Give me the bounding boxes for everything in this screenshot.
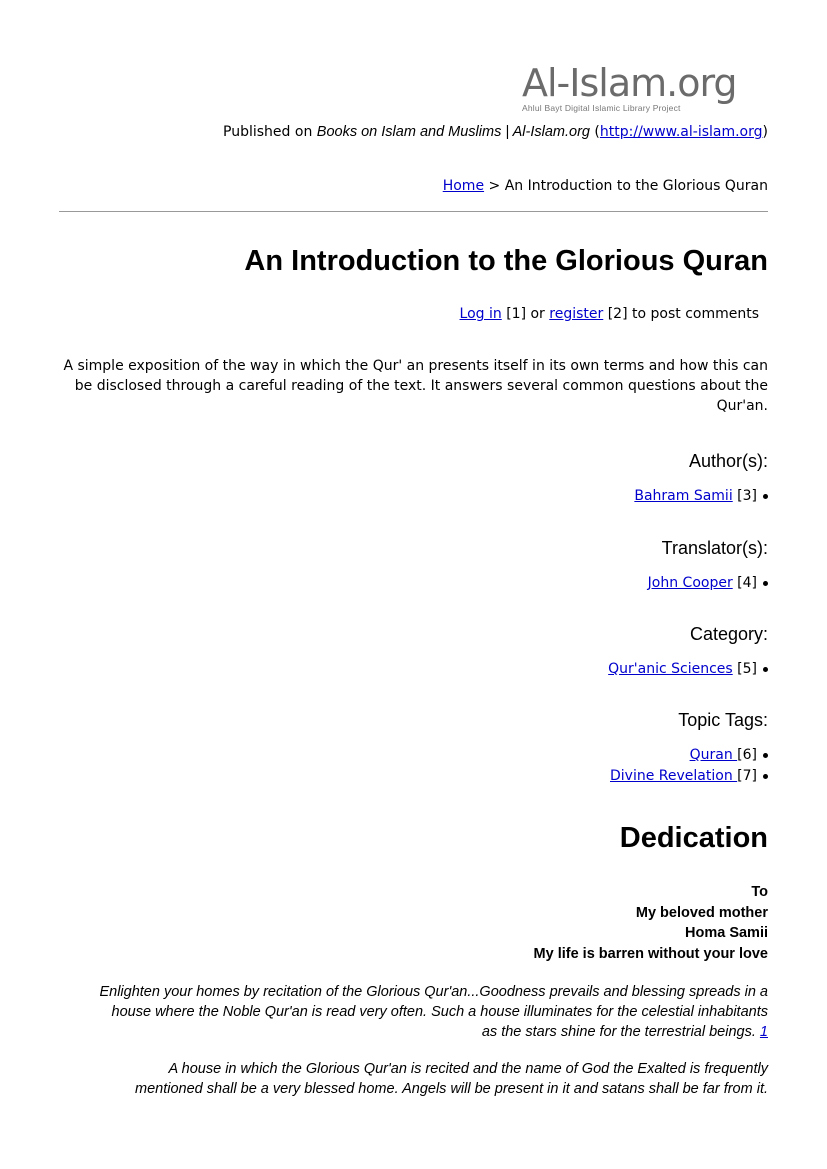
tag-quran-ref: [6] <box>737 747 757 763</box>
category-ref: [5] <box>732 661 757 677</box>
tag-divine-revelation-ref: [7] <box>737 768 757 784</box>
dedication-line: My beloved mother <box>635 904 768 921</box>
site-logo[interactable] <box>522 61 757 116</box>
quote-line-text: as the stars shine for the terrestrial beings. <box>481 1024 760 1040</box>
translators-label: Translator(s): <box>661 538 768 558</box>
quote-line: house where the Noble Qur'an is read very often. Such a house illuminates for the celestial inhabitants <box>111 1004 768 1020</box>
breadcrumb-current: An Introduction to the Glorious Quran <box>504 178 768 194</box>
breadcrumb-separator: > <box>484 178 505 194</box>
author-link[interactable]: Bahram Samii <box>634 488 733 504</box>
register-ref: [2] to post comments <box>603 306 759 322</box>
category-item <box>608 661 768 677</box>
quote-paragraph <box>60 982 768 1042</box>
bullet-icon <box>763 494 768 499</box>
footnote-link[interactable]: 1 <box>759 1024 768 1040</box>
quote-line <box>60 1022 768 1042</box>
bullet-icon <box>763 667 768 672</box>
published-url-open: ( <box>589 124 600 140</box>
login-prompt <box>460 306 759 322</box>
dedication-heading: Dedication <box>619 822 768 854</box>
tag-divine-revelation-link[interactable]: Divine Revelation <box>610 768 738 784</box>
register-link[interactable]: register <box>549 306 604 322</box>
authors-label: Author(s): <box>688 451 768 471</box>
dedication-text <box>534 882 768 964</box>
login-ref: [1] or <box>501 306 550 322</box>
translator-link[interactable]: John Cooper <box>647 575 733 591</box>
book-summary: A simple exposition of the way in which the Qur' an presents itself in its own terms and how this can be disclosed through a careful reading of the text. It answers several common questions about the Qur'an. <box>63 358 768 414</box>
logo-subtitle: Ahlul Bayt Digital Islamic Library Project <box>522 103 681 113</box>
dedication-line: Homa Samii <box>685 925 768 941</box>
published-line <box>223 124 768 140</box>
translator-ref: [4] <box>732 575 757 591</box>
quote-line: mentioned shall be a very blessed home. Angels will be present in it and satans shall be far from it. <box>135 1081 768 1097</box>
bullet-icon <box>763 774 768 779</box>
bullet-icon <box>763 581 768 586</box>
dedication-line: My life is barren without your love <box>533 945 768 962</box>
tag-item <box>610 768 768 784</box>
published-url-close: ) <box>762 124 768 140</box>
category-label: Category: <box>689 624 768 644</box>
author-ref: [3] <box>732 488 757 504</box>
quote-line: Enlighten your homes by recitation of the Glorious Qur'an...Goodness prevails and blessing spreads in a <box>99 984 768 1000</box>
login-link[interactable]: Log in <box>459 306 502 322</box>
tag-quran-link[interactable]: Quran <box>689 747 738 763</box>
published-site: Books on Islam and Muslims | Al-Islam.org <box>316 124 590 140</box>
tag-item <box>690 747 768 763</box>
published-prefix: Published on <box>223 124 317 140</box>
header-divider <box>59 211 768 212</box>
logo-title: Al-Islam.org <box>522 61 737 105</box>
category-link[interactable]: Qur'anic Sciences <box>608 661 733 677</box>
author-item <box>634 488 768 504</box>
topic-tags-label: Topic Tags: <box>678 710 768 730</box>
breadcrumb-home-link[interactable]: Home <box>442 178 485 194</box>
quote-line: A house in which the Glorious Qur'an is recited and the name of God the Exalted is frequently <box>168 1061 768 1077</box>
site-url-link[interactable]: http://www.al-islam.org <box>599 124 763 140</box>
quote-paragraph <box>60 1059 768 1099</box>
bullet-icon <box>763 753 768 758</box>
dedication-line: To <box>751 884 768 900</box>
breadcrumb <box>443 178 768 194</box>
page-title: An Introduction to the Glorious Quran <box>244 245 768 277</box>
translator-item <box>648 575 768 591</box>
